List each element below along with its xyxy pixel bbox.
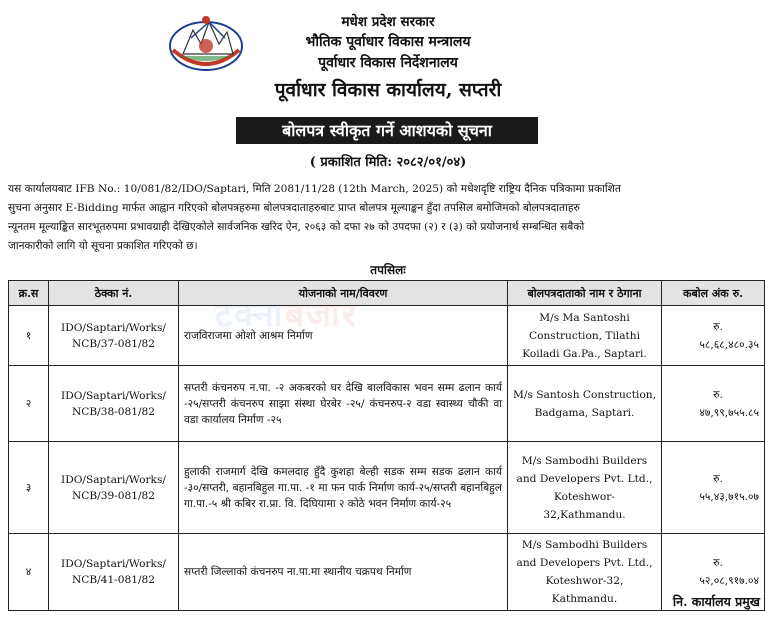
col-header-bidder: बोलपत्रदाताको नाम र ठेगाना xyxy=(508,281,662,306)
row-amount xyxy=(662,442,765,534)
row-contract xyxy=(49,366,179,442)
paragraph-line: यस कार्यालयबाट IFB No.: 10/081/82/IDO/Saptari, मिति 2081/11/28 (12th March, 2025) को मधेशदृष्टि राष्ट्रिय दैनिक पत्रिकामा प्रकाशित xyxy=(8,183,621,195)
contract-line: NCB/38-081/82 xyxy=(71,405,156,418)
amount-prefix: रु. xyxy=(713,320,723,333)
row-contract xyxy=(49,534,179,611)
row-contract xyxy=(49,306,179,366)
amount-value: ५२,०८,९१७.०४ xyxy=(699,575,759,587)
row-amount xyxy=(662,306,765,366)
row-bidder xyxy=(508,306,662,366)
col-header-contract: ठेक्का नं. xyxy=(49,281,179,306)
table-header-row xyxy=(9,281,765,306)
bidder-line: Koteshwor-32, Kathmandu. xyxy=(545,575,624,605)
watermark: टेक्नाबजार xyxy=(215,295,358,335)
row-sn: ४ xyxy=(9,534,49,611)
amount-prefix: रु. xyxy=(713,472,723,485)
row-amount xyxy=(662,366,765,442)
row-sn: ३ xyxy=(9,442,49,534)
contract-line: NCB/41-081/82 xyxy=(71,574,156,586)
table-row xyxy=(9,366,765,442)
bidder-line: Koteshwor-32,Kathmandu. xyxy=(543,490,626,521)
notice-title-banner: बोलपत्र स्वीकृत गर्ने आशयको सूचना xyxy=(236,117,538,144)
amount-value: ५५,४३,७१५.०७ xyxy=(699,490,759,503)
bidder-line: and Developers Pvt. Ltd., xyxy=(516,557,653,569)
bidder-line: M/s Santosh Construction, xyxy=(513,388,656,401)
table-row xyxy=(9,534,765,611)
ministry-name: भौतिक पूर्वाधार विकास मन्त्रालय xyxy=(305,34,471,50)
table-row xyxy=(9,442,765,534)
row-bidder xyxy=(508,534,662,611)
col-header-project: योजनाको नाम/विवरण xyxy=(179,281,508,306)
paragraph-line: न्यूनतम मूल्याङ्कित सारभूतरुपमा प्रभावग्राही देखिएकोले सार्वजनिक खरिद ऐन, २०६३ को दफा २७ को उपदफा (२) र (३) को प्रयोजनार्थ सम्बन्धित सबैको xyxy=(8,221,585,233)
bid-table xyxy=(8,280,765,611)
row-contract xyxy=(49,442,179,534)
contract-line: IDO/Saptari/Works/ xyxy=(61,473,166,486)
bidder-line: M/s Ma Santoshi xyxy=(539,311,630,324)
row-project: सप्तरी जिल्लाको कंचनरुप ना.पा.मा स्थानीय चक्रपथ निर्माण xyxy=(179,534,508,611)
bidder-line: Badgama, Saptari. xyxy=(534,406,635,419)
contract-line: IDO/Saptari/Works/ xyxy=(61,558,166,570)
bidder-line: Construction, Tilathi xyxy=(528,329,641,342)
table-row xyxy=(9,306,765,366)
notice-paragraph xyxy=(8,180,760,256)
row-bidder xyxy=(508,366,662,442)
contract-line: IDO/Saptari/Works/ xyxy=(61,389,166,402)
details-label: तपसिलः xyxy=(370,263,406,277)
office-name: पूर्वाधार विकास कार्यालय, सप्तरी xyxy=(274,79,502,101)
col-header-sn: क्र.स xyxy=(9,281,49,306)
contract-line: NCB/37-081/82 xyxy=(71,337,156,350)
bidder-line: and Developers Pvt. Ltd., xyxy=(516,472,653,485)
amount-prefix: रु. xyxy=(713,557,723,569)
amount-value: ४७,९९,७५५.८५ xyxy=(699,406,759,419)
paragraph-line: जानकारीको लागि यो सूचना प्रकाशित गरिएको छ। xyxy=(8,240,198,252)
row-project: हुलाकी राजमार्ग देखि कमलदाह हुँदै कुशहा बेल्ही सडक सम्म सडक ढलान कार्य -३०/सप्तरी, बहानबिहुल गा.पा. -१ मा फन पार्क निर्माण कार्य-२५/सप्तरी बहानबिहुल गा.पा.-५ श्री कबिर रा.प्रा. वि. दिघियामा २ कोठे भवन निर्माण कार्य-२५ xyxy=(179,442,508,534)
bidder-line: M/s Sambodhi Builders xyxy=(521,539,648,551)
bidder-line: M/s Sambodhi Builders xyxy=(521,454,648,467)
col-header-amount: कबोल अंक रु. xyxy=(662,281,765,306)
row-project: राजविराजमा ओशो आश्रम निर्माण xyxy=(179,306,508,366)
bidder-line: Koiladi Ga.Pa., Saptari. xyxy=(522,347,647,360)
published-date: ( प्रकाशित मिति: २०८२/०१/०४) xyxy=(309,155,467,170)
contract-line: NCB/39-081/82 xyxy=(71,489,156,502)
paragraph-line: सुचना अनुसार E-Bidding मार्फत आह्वान गरिएको बोलपत्रहरुमा बोलपत्रदाताहरुबाट प्राप्त बोलपत्र मूल्याङ्कन हुँदा तपसिल बमोजिमको बोलपत्रदाताहरु xyxy=(8,202,580,214)
amount-prefix: रु. xyxy=(713,388,723,401)
row-bidder xyxy=(508,442,662,534)
government-name: मधेश प्रदेश सरकार xyxy=(341,14,435,30)
row-project: सप्तरी कंचनरुप न.पा. -२ अकबरको घर देखि बालविकास भवन सम्म ढलान कार्य -२५/सप्तरी कंचनरुप साझा संस्था घेरबेर -२५/ कंचनरुप-२ वडा स्वास्थ्य चौकी वा वडा कार्यालय निर्माण -२५ xyxy=(179,366,508,442)
contract-line: IDO/Saptari/Works/ xyxy=(61,321,166,334)
row-sn: २ xyxy=(9,366,49,442)
office-chief-signature: नि. कार्यालय प्रमुख xyxy=(672,594,760,609)
amount-value: ५८,६८,४८०.३५ xyxy=(699,338,759,351)
row-sn: १ xyxy=(9,306,49,366)
directorate-name: पूर्वाधार विकास निर्देशनालय xyxy=(318,55,458,71)
